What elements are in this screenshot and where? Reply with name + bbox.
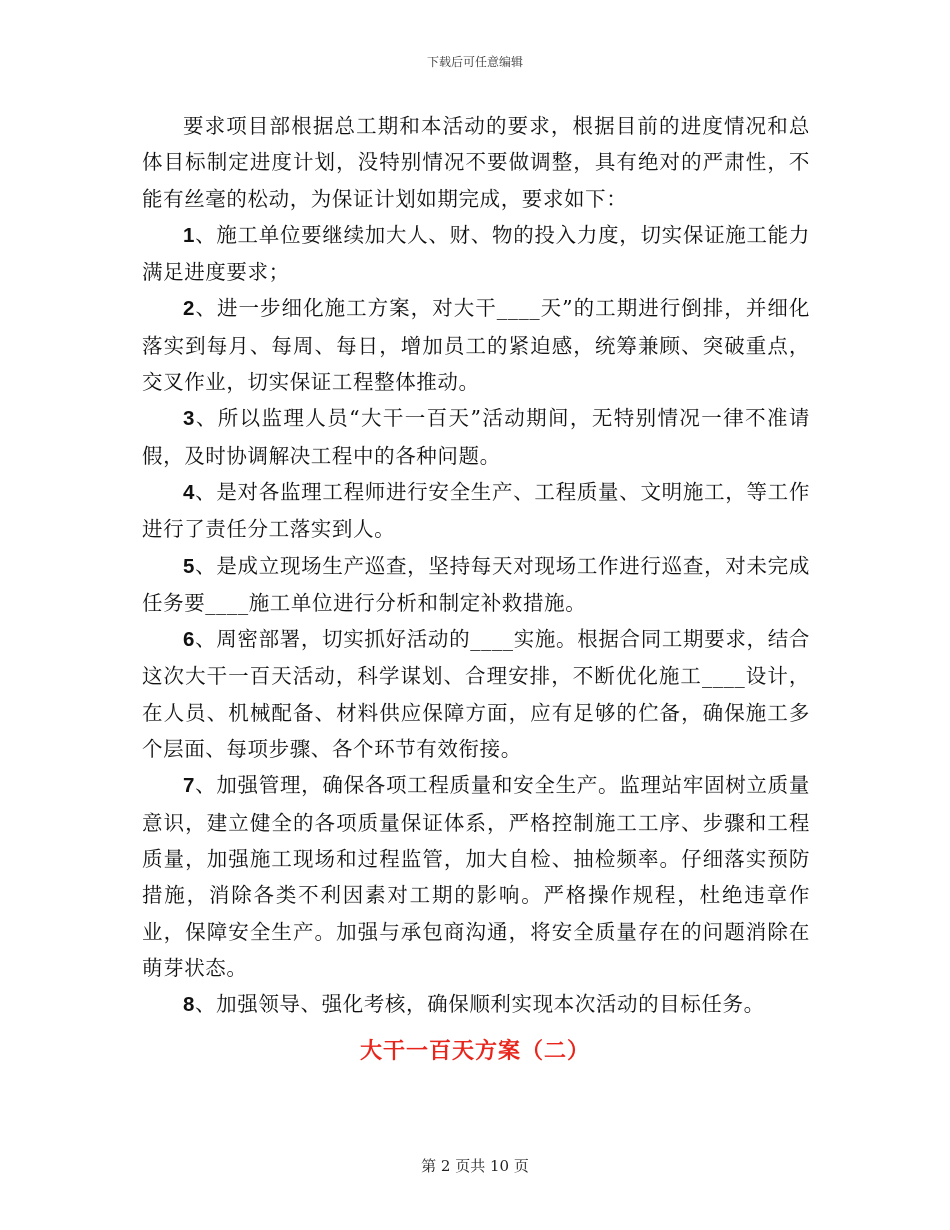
item-text: 、是对各监理工程师进行安全生产、工程质量、文明施工，等工作进行了责任分工落实到人。 [142,479,810,542]
item-text: 、加强领导、强化考核，确保顺利实现本次活动的目标任务。 [195,992,765,1017]
item-number: 2 [183,297,196,321]
item-number: 6 [183,628,196,652]
item-text: 、所以监理人员“大干一百天”活动期间，无特别情况一律不准请假，及时协调解决工程中的各种问题。 [142,406,810,468]
item-text: 、加强管理，确保各项工程质量和安全生产。监理站牢固树立质量意识，建立健全的各项质量保证体系，严格控制施工工序、步骤和工程质量，加强施工现场和过程监管，加大自检、抽检频率。仔细落实预防措施，消除各类不利因素对工期的影响。严格操作规程，杜绝违章作业，保障安全生产。加强与承包商沟通，将安全质量存在的问题消除在萌芽状态。 [142,773,810,980]
intro-paragraph: 要求项目部根据总工期和本活动的要求，根据目前的进度情况和总体目标制定进度计划，没特别情况不要做调整，具有绝对的严肃性，不能有丝毫的松动，为保证计划如期完成，要求如下： [142,114,810,211]
item-number: 7 [183,774,196,798]
list-item-6 [142,621,810,767]
item-text: 、施工单位要继续加大人、财、物的投入力度，切实保证施工能力满足进度要求； [142,222,810,285]
list-item-5 [142,548,810,622]
item-number: 3 [183,407,196,431]
item-text: 、是成立现场生产巡查，坚持每天对现场工作进行巡查，对未完成任务要____施工单位进行分析和制定补救措施。 [142,553,810,615]
section-title: 大干一百天方案（二） [359,1039,590,1064]
list-item-2 [142,290,810,400]
list-item-3 [142,400,810,474]
item-number: 4 [183,480,196,504]
list-item-7 [142,767,810,986]
list-item-1 [142,217,810,291]
page-header: 下载后可任意编辑 [426,55,523,69]
page-footer: 第 2 页共 10 页 [421,1157,529,1175]
item-number: 8 [183,993,196,1017]
item-text: 、进一步细化施工方案，对大干____天”的工期进行倒排，并细化落实到每月、每周、每日，增加员工的紧迫感，统筹兼顾、突破重点，交叉作业，切实保证工程整体推动。 [142,296,810,395]
item-number: 5 [183,554,196,578]
list-item-4 [142,474,810,548]
item-number: 1 [183,223,196,247]
item-text: 、周密部署，切实抓好活动的____实施。根据合同工期要求，结合这次大干一百天活动，科学谋划、合理安排，不断优化施工____设计，在人员、机械配备、材料供应保障方面，应有足够的伫备，确保施工多个层面、每项步骤、各个环节有效衔接。 [142,627,810,762]
list-item-8 [142,986,810,1023]
document-body [142,108,810,1023]
